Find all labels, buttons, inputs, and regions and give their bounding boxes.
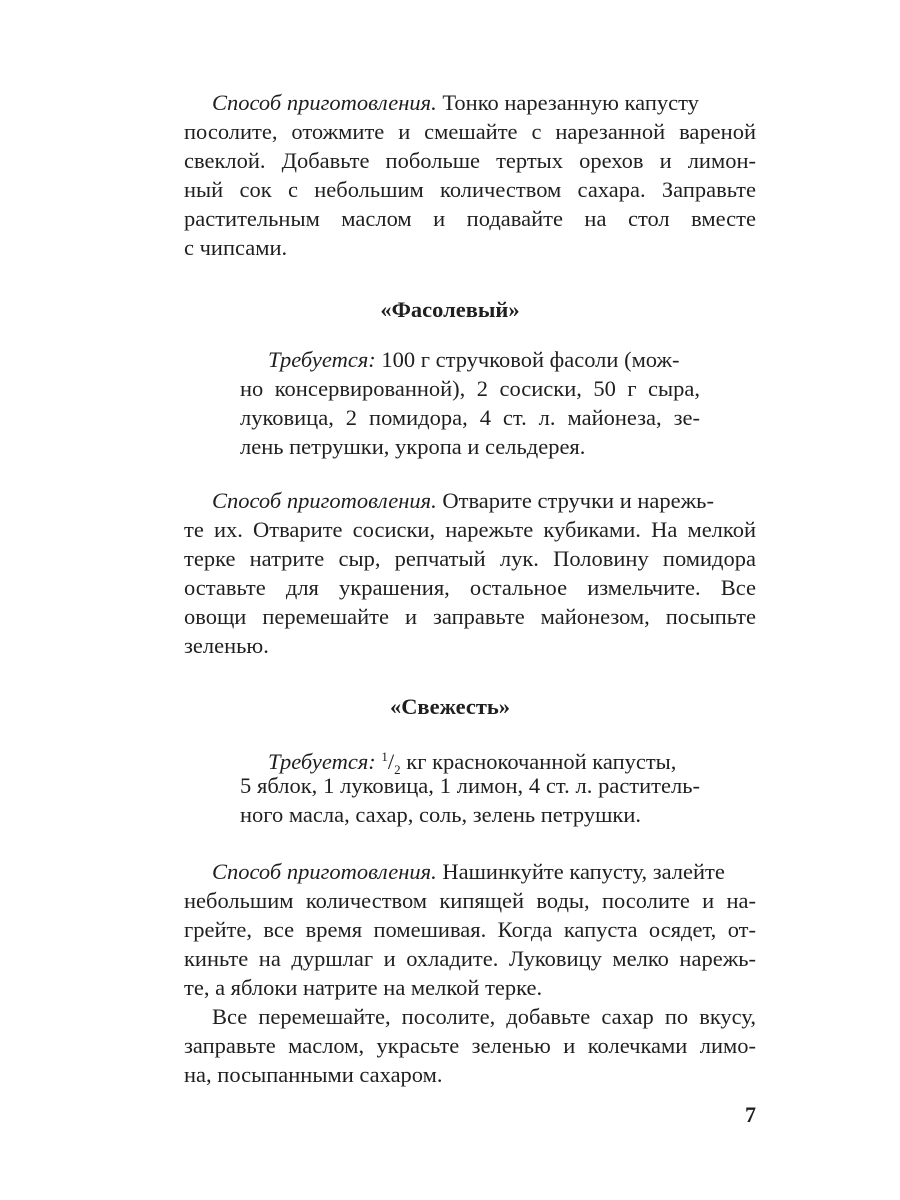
method-label: Способ приготовления. <box>212 859 437 884</box>
method-line-2: небольшим количеством кипящей воды, посолите и на- <box>184 888 756 913</box>
method-line-3: терке натрите сыр, репчатый лук. Половину помидора <box>184 546 756 571</box>
method-line-4: оставьте для украшения, остальное измельчите. Все <box>184 575 756 600</box>
requires-line-1-text: 100 г стручковой фасоли (мож- <box>375 347 680 372</box>
requires-line-2: но консервированной), 2 сосиски, 50 г сыра, <box>240 376 700 401</box>
method-label: Способ приготовления. <box>212 90 437 115</box>
final-line-2: заправьте маслом, украсьте зеленью и колечками лимо- <box>184 1033 756 1058</box>
method-line-2: те их. Отварите сосиски, нарежьте кубиками. На мелкой <box>184 517 756 542</box>
requires-line-4: лень петрушки, укропа и сельдерея. <box>240 434 586 459</box>
method-line-1 <box>212 857 725 887</box>
method-line-3: грейте, все время помешивая. Когда капуста осядет, от- <box>184 917 756 942</box>
intro-line-4: ный сок с небольшим количеством сахара. Заправьте <box>184 177 756 202</box>
intro-line-2: посолите, отожмите и смешайте с нарезанной вареной <box>184 119 756 144</box>
method-line-1-text: Нашинкуйте капусту, залейте <box>436 859 725 884</box>
requires-line-1 <box>268 345 680 375</box>
fraction-numerator: 1 <box>381 749 388 764</box>
intro-line-6: с чипсами. <box>184 235 288 260</box>
intro-line-1 <box>212 88 699 118</box>
requires-label: Требуется: <box>268 347 376 372</box>
requires-line-3: ного масла, сахар, соль, зелень петрушки. <box>240 802 642 827</box>
fraction-denominator: 2 <box>394 762 401 777</box>
fraction-slash: / <box>387 749 395 774</box>
requires-line-2: 5 яблок, 1 луковица, 1 лимон, 4 ст. л. раститель- <box>240 773 700 798</box>
recipe-title-svezhest: «Свежесть» <box>389 694 511 719</box>
method-line-6: зеленью. <box>184 633 269 658</box>
requires-line-3: луковица, 2 помидора, 4 ст. л. майонеза, зе- <box>240 405 700 430</box>
method-line-1-text: Отварите стручки и нарежь- <box>436 488 714 513</box>
requires-line-1-text: кг краснокочанной капусты, <box>400 749 677 774</box>
intro-line-5: растительным маслом и подавайте на стол вместе <box>184 206 756 231</box>
final-line-3: на, посыпанными сахаром. <box>184 1062 443 1087</box>
final-line-1: Все перемешайте, посолите, добавьте сахар по вкусу, <box>212 1004 756 1029</box>
method-line-1 <box>212 486 714 516</box>
method-line-5: те, а яблоки натрите на мелкой терке. <box>184 975 543 1000</box>
intro-line-1-text: Тонко нарезанную капусту <box>436 90 699 115</box>
requires-label: Требуется: <box>268 749 376 774</box>
method-label: Способ приготовления. <box>212 488 437 513</box>
page-number: 7 <box>745 1102 756 1127</box>
intro-line-3: свеклой. Добавьте побольше тертых орехов и лимон- <box>184 148 756 173</box>
method-line-4: киньте на дуршлаг и охладите. Луковицу мелко нарежь- <box>184 946 756 971</box>
method-line-5: овощи перемешайте и заправьте майонезом, посыпьте <box>184 604 756 629</box>
recipe-title-fasolevy: «Фасолевый» <box>380 297 520 322</box>
